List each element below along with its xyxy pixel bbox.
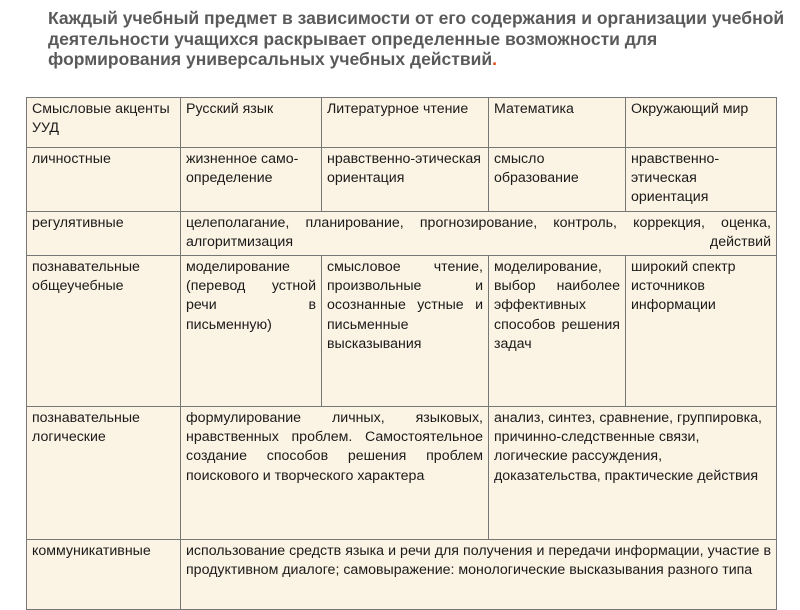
cell-literature: смысловое чтение, произвольные и осознанные устные и письменные высказывания bbox=[322, 256, 489, 407]
header-cell-russian: Русский язык bbox=[181, 98, 322, 148]
cell-world: нравственно-этическая ориентация bbox=[626, 148, 777, 212]
table-row-communicative bbox=[27, 540, 777, 610]
cell-math: смысло образование bbox=[489, 148, 626, 212]
row-label: личностные bbox=[27, 148, 181, 212]
cell-russian: жизненное само-определение bbox=[181, 148, 322, 212]
header-cell-uud: Смысловые акценты УУД bbox=[27, 98, 181, 148]
cell-regulatory-content: целеполагание, планирование, прогнозирование, контроль, коррекция, оценка, алгоритмизация действий bbox=[181, 212, 777, 256]
cell-literature: нравственно-этическая ориентация bbox=[322, 148, 489, 212]
cell-communicative-content: использование средств языка и речи для получения и передачи информации, участие в продуктивном диалоге; самовыражение: монологические высказывания разного типа bbox=[181, 540, 777, 610]
header-cell-literature: Литературное чтение bbox=[322, 98, 489, 148]
table-row-personal bbox=[27, 148, 777, 212]
row-label: познавательные общеучебные bbox=[27, 256, 181, 407]
table-row-cognitive-general bbox=[27, 256, 777, 407]
cell-rus-lit: формулирование личных, языковых, нравственных проблем. Самостоятельное создание способов решения проблем поискового и творческого характера bbox=[181, 407, 489, 540]
uud-table bbox=[26, 97, 777, 610]
row-label: познавательные логические bbox=[27, 407, 181, 540]
row-label: коммуникативные bbox=[27, 540, 181, 610]
header-cell-world: Окружающий мир bbox=[626, 98, 777, 148]
cell-world: широкий спектр источников информации bbox=[626, 256, 777, 407]
cell-russian: моделирование (перевод устной речи в письменную) bbox=[181, 256, 322, 407]
cell-math: моделирование, выбор наиболее эффективных способов решения задач bbox=[489, 256, 626, 407]
row-label: регулятивные bbox=[27, 212, 181, 256]
slide-title-end-mark: . bbox=[492, 49, 498, 69]
slide-title-text: Каждый учебный предмет в зависимости от его содержания и организации учебной деятельности учащихся раскрывает определенные возможности для формирования универсальных учебных действий bbox=[48, 8, 785, 69]
header-cell-math: Математика bbox=[489, 98, 626, 148]
table-row-cognitive-logical bbox=[27, 407, 777, 540]
cell-math-world: анализ, синтез, сравнение, группировка, причинно-следственные связи, логические рассуждения, доказательства, практические действия bbox=[489, 407, 777, 540]
table-header-row bbox=[27, 98, 777, 148]
table-row-regulatory bbox=[27, 212, 777, 256]
slide-title bbox=[48, 8, 788, 70]
